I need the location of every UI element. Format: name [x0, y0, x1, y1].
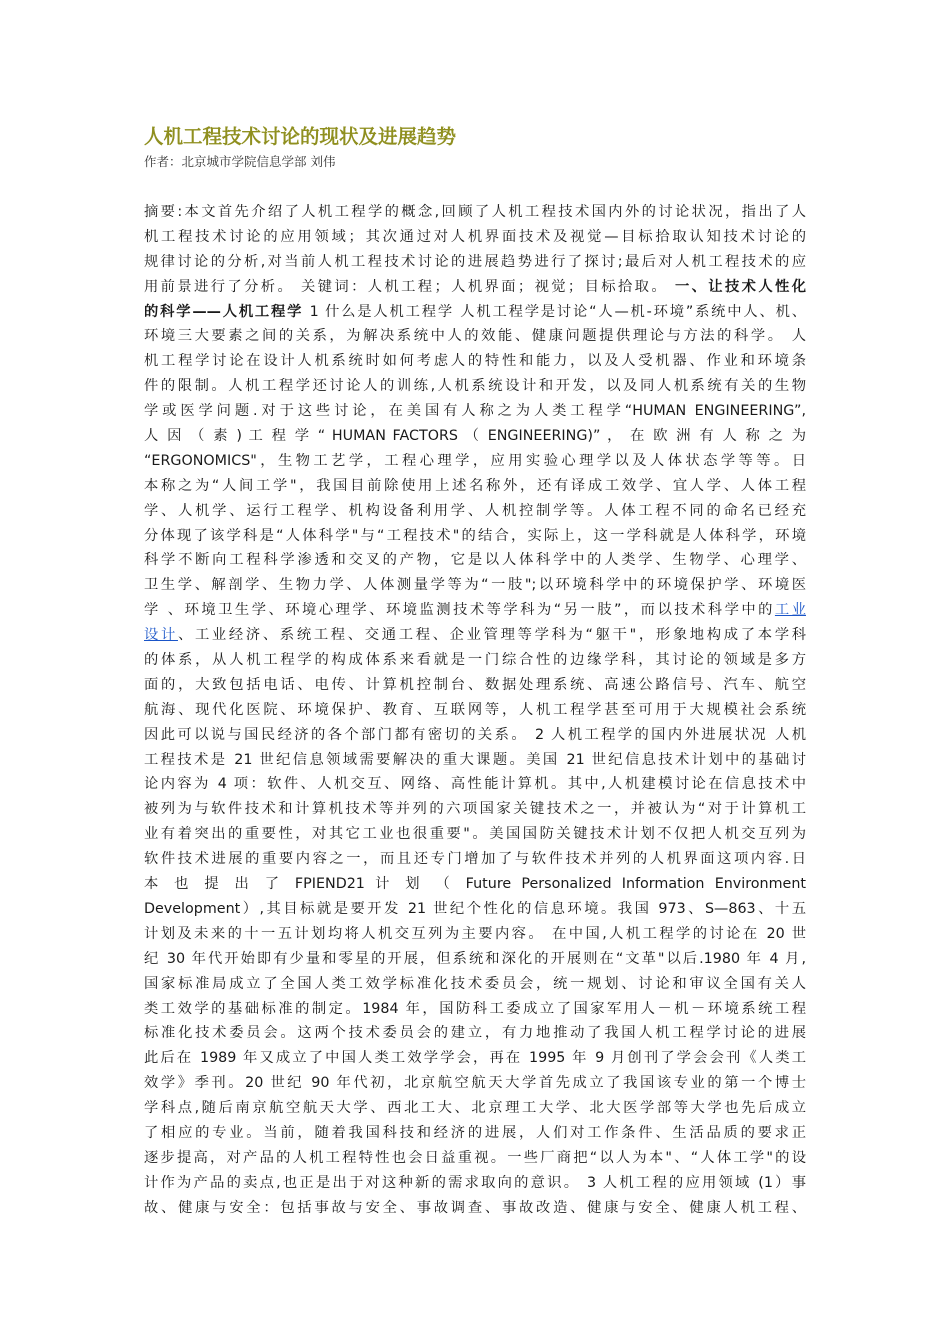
- body-line: Development）,其目标就是要开发 21 世纪个性化的信息环境。我国 973、S—863、十五: [144, 900, 806, 917]
- body-line: 航海、现代化医院、环境保护、教育、互联网等，人机工程学甚至可用于大规模社会系统: [144, 701, 806, 718]
- body-line: 故、健康与安全：包括事故与安全、事故调查、事故改造、健康与安全、健康人机工程、: [144, 1199, 806, 1216]
- body-line: 计划及未来的十一五计划均将人机交互列为主要内容。 在中国,人机工程学的讨论在 20 世: [144, 925, 806, 942]
- article-title: 人机工程技术讨论的现状及进展趋势: [144, 125, 457, 148]
- body-line: 逐步提高，对产品的人机工程特性也会日益重视。一些厂商把“以人为本"、“人体工学"的设: [144, 1149, 806, 1166]
- article-author: 作者：北京城市学院信息学部 刘伟: [144, 154, 336, 169]
- industrial-design-link[interactable]: 工业: [774, 602, 806, 619]
- section-heading: 一、让技术人性化: [674, 278, 806, 295]
- body-line: 纪 30 年代开始即有少量和零星的开展，但系统和深化的开展则在“文革"以后.1980 年 4 月,: [144, 950, 806, 967]
- body-line: 论内容为 4 项：软件、人机交互、网络、高性能计算机。其中,人机建模讨论在信息技术中: [144, 776, 806, 793]
- body-line: 软件技术进展的重要内容之一，而且还专门增加了与软件技术并列的人机界面这项内容.日: [144, 851, 806, 868]
- article-body: [144, 200, 806, 1221]
- body-line: 标准化技术委员会。这两个技术委员会的建立，有力地推动了我国人机工程学讨论的进展: [144, 1025, 806, 1042]
- body-text: 、工业经济、系统工程、交通工程、企业管理等学科为“躯干"，形象地构成了本学科: [177, 627, 806, 644]
- document-page: [144, 122, 806, 1221]
- body-line: 面的，大致包括电话、电传、计算机控制台、数据处理系统、高速公路信号、汽车、航空: [144, 676, 806, 693]
- body-line: 工程技术是 21 世纪信息领域需要解决的重大课题。美国 21 世纪信息技术计划中的基础讨: [144, 751, 806, 768]
- body-line: 人 因 （ 素 ) 工 程 学 “ HUMAN FACTORS （ ENGINEERING)” ， 在 欧 洲 有 人 称 之 为: [144, 428, 806, 445]
- body-line: 了相应的专业。当前，随着我国科技和经济的进展，人们对工作条件、生活品质的要求正: [144, 1124, 806, 1141]
- body-line: 类工效学的基础标准的制定。1984 年，国防科工委成立了国家军用人－机－环境系统工程: [144, 1000, 806, 1017]
- body-line: [144, 275, 806, 300]
- body-line: 计作为产品的卖点,也正是出于对这种新的需求取向的意识。 3 人机工程的应用领域 (1）事: [144, 1174, 806, 1191]
- section-heading: 的科学——人机工程学: [144, 303, 304, 320]
- body-line: [144, 300, 806, 325]
- body-line: 国家标准局成立了全国人类工效学标准化技术委员会，统一规划、讨论和审议全国有关人: [144, 975, 806, 992]
- body-line: 被列为与软件技术和计算机技术等并列的六项国家关键技术之一，并被认为“对于计算机工: [144, 801, 806, 818]
- body-line: 因此可以说与国民经济的各个部门都有密切的关系。 2 人机工程学的国内外进展状况 人机: [144, 726, 806, 743]
- body-line: 摘要:本文首先介绍了人机工程学的概念,回顾了人机工程技术国内外的讨论状况，指出了人: [144, 204, 806, 220]
- body-line: 分体现了该学科是“人体科学"与“工程技术"的结合，实际上，这一学科就是人体科学，环境: [144, 527, 806, 544]
- body-line: 此后在 1989 年又成立了中国人类工效学学会，再在 1995 年 9 月创刊了学会会刊《人类工: [144, 1050, 806, 1067]
- body-line: 机工程学讨论在设计人机系统时如何考虑人的特性和能力，以及人受机器、作业和环境条: [144, 353, 806, 370]
- body-line: 学科点,随后南京航空航天大学、西北工大、北京理工大学、北大医学部等大学也先后成立: [144, 1100, 806, 1117]
- industrial-design-link[interactable]: 设计: [144, 627, 178, 644]
- body-line: 学或医学问题.对于这些讨论，在美国有人称之为人类工程学“HUMAN ENGINEERING”,: [144, 403, 806, 420]
- body-line: 卫生学、解剖学、生物力学、人体测量学等为“一肢";以环境科学中的环境保护学、环境医: [144, 577, 806, 594]
- body-text: 1 什么是人机工程学 人机工程学是讨论“人—机-环境”系统中人、机、: [303, 303, 807, 320]
- body-text: 用前景进行了分析。 关键词：人机工程；人机界面；视觉；目标拾取。: [144, 278, 675, 295]
- body-line: 业有着突出的重要性，对其它工业也很重要"。美国国防关键技术计划不仅把人机交互列为: [144, 826, 806, 843]
- body-line: 科学不断向工程科学渗透和交叉的产物，它是以人体科学中的人类学、生物学、心理学、: [144, 552, 806, 569]
- body-line: 本称之为“人间工学"，我国目前除使用上述名称外，还有译成工效学、宜人学、人体工程: [144, 477, 806, 494]
- body-line: 本 也 提 出 了 FPIEND21 计 划 （ Future Personalized Information Environment: [144, 876, 806, 893]
- body-line: [144, 598, 806, 623]
- body-line: 学、人机学、运行工程学、机构设备利用学、人机控制学等。人体工程不同的命名已经充: [144, 502, 806, 519]
- body-line: 规律讨论的分析,对当前人机工程技术讨论的进展趋势进行了探讨;最后对人机工程技术的应: [144, 253, 806, 270]
- body-line: [144, 623, 806, 648]
- body-line: 件的限制。人机工程学还讨论人的训练,人机系统设计和开发，以及同人机系统有关的生物: [144, 378, 806, 395]
- body-line: 环境三大要素之间的关系，为解决系统中人的效能、健康问题提供理论与方法的科学。 人: [144, 328, 806, 345]
- body-line: 机工程技术讨论的应用领域；其次通过对人机界面技术及视觉—目标拾取认知技术讨论的: [144, 228, 806, 245]
- body-line: 效学》季刊。20 世纪 90 年代初，北京航空航天大学首先成立了我国该专业的第一个博士: [144, 1075, 806, 1092]
- body-line: 的体系，从人机工程学的构成体系来看就是一门综合性的边缘学科，其讨论的领域是多方: [144, 652, 806, 669]
- body-text: 学 、环境卫生学、环境心理学、环境监测技术等学科为“另一肢”，而以技术科学中的: [144, 602, 775, 619]
- body-line: “ERGONOMICS"，生物工艺学，工程心理学，应用实验心理学以及人体状态学等等。日: [144, 452, 806, 469]
